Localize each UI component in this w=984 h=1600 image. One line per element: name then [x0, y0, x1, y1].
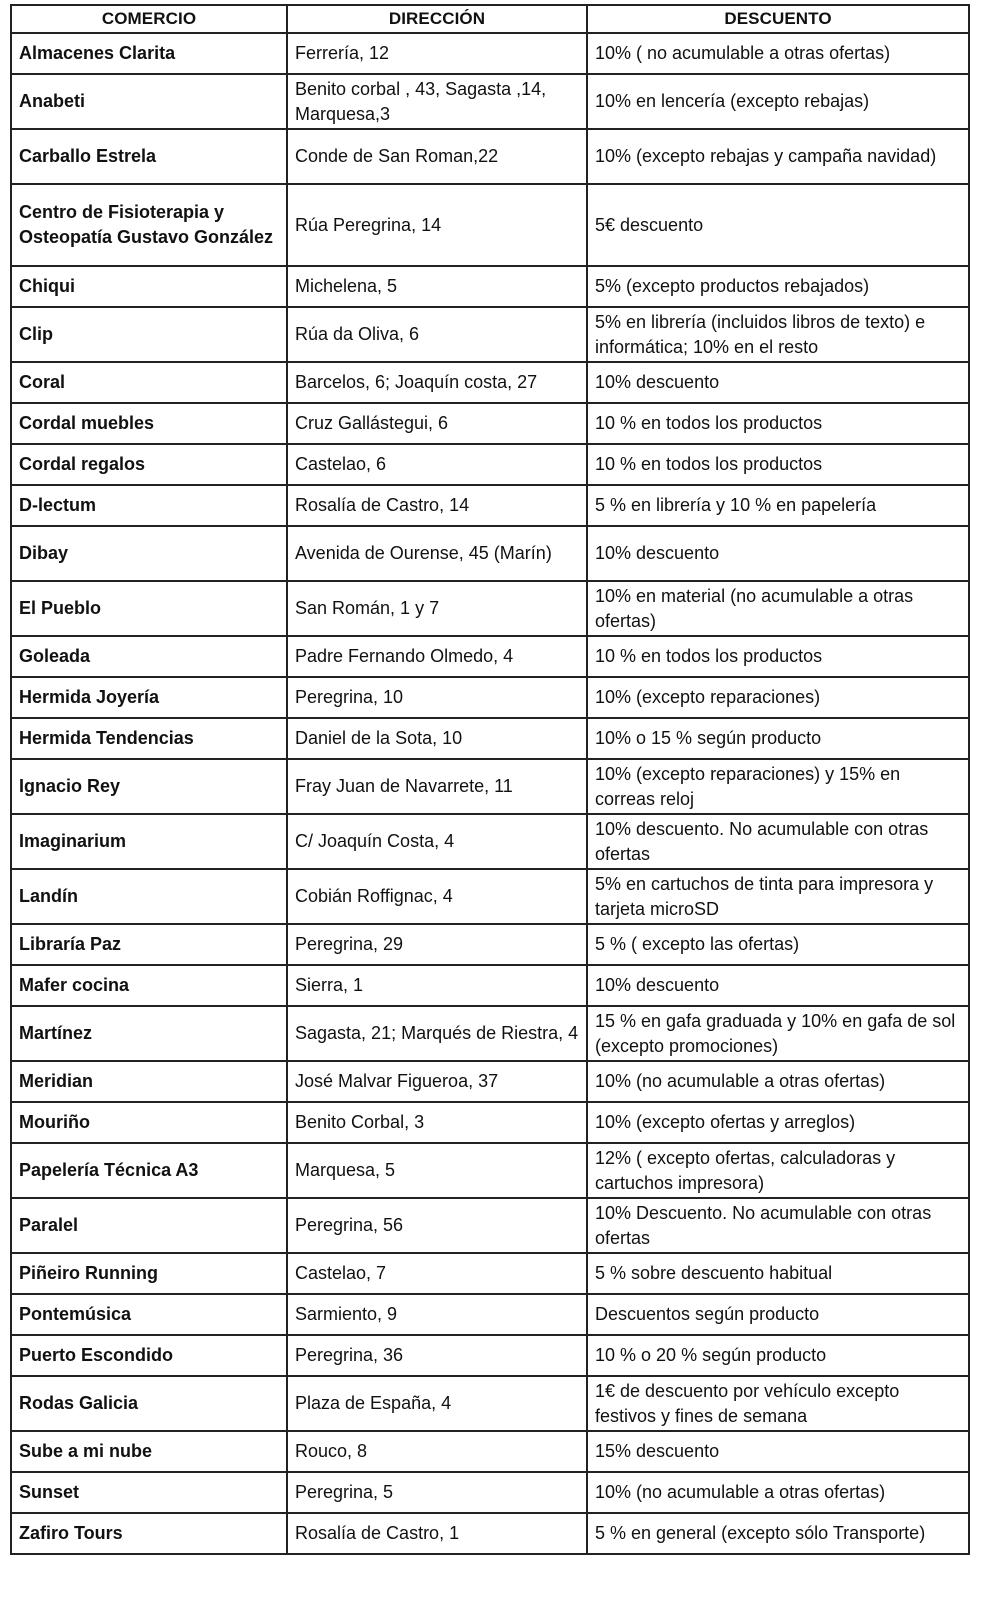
cell-descuento: 10% (excepto ofertas y arreglos)	[587, 1102, 969, 1143]
cell-descuento: 10% (excepto rebajas y campaña navidad)	[587, 129, 969, 184]
cell-comercio: Zafiro Tours	[11, 1513, 287, 1554]
cell-comercio: Almacenes Clarita	[11, 33, 287, 74]
table-row	[11, 307, 969, 362]
table-row	[11, 1143, 969, 1198]
cell-comercio: Cordal regalos	[11, 444, 287, 485]
cell-direccion: Peregrina, 36	[287, 1335, 587, 1376]
cell-direccion: Avenida de Ourense, 45 (Marín)	[287, 526, 587, 581]
cell-descuento: 10% descuento. No acumulable con otras ofertas	[587, 814, 969, 869]
cell-direccion: Benito corbal , 43, Sagasta ,14, Marquesa,3	[287, 74, 587, 129]
cell-descuento: 10% descuento	[587, 362, 969, 403]
cell-comercio: Paralel	[11, 1198, 287, 1253]
table-row	[11, 444, 969, 485]
cell-comercio: Goleada	[11, 636, 287, 677]
cell-descuento: 5 % en librería y 10 % en papelería	[587, 485, 969, 526]
cell-descuento: 15% descuento	[587, 1431, 969, 1472]
table-row	[11, 759, 969, 814]
table-row	[11, 33, 969, 74]
cell-direccion: Rúa Peregrina, 14	[287, 184, 587, 266]
discount-table	[10, 4, 970, 1555]
cell-descuento: 10% o 15 % según producto	[587, 718, 969, 759]
table-row	[11, 266, 969, 307]
cell-descuento: 5% (excepto productos rebajados)	[587, 266, 969, 307]
cell-descuento: 10 % en todos los productos	[587, 403, 969, 444]
cell-descuento: 10% (no acumulable a otras ofertas)	[587, 1061, 969, 1102]
cell-comercio: Dibay	[11, 526, 287, 581]
cell-direccion: Marquesa, 5	[287, 1143, 587, 1198]
cell-direccion: Castelao, 6	[287, 444, 587, 485]
table-row	[11, 403, 969, 444]
table-row	[11, 814, 969, 869]
cell-direccion: Castelao, 7	[287, 1253, 587, 1294]
cell-direccion: Peregrina, 10	[287, 677, 587, 718]
cell-descuento: 5% en cartuchos de tinta para impresora y tarjeta microSD	[587, 869, 969, 924]
cell-direccion: Daniel de la Sota, 10	[287, 718, 587, 759]
cell-comercio: Rodas Galicia	[11, 1376, 287, 1431]
cell-direccion: Michelena, 5	[287, 266, 587, 307]
table-row	[11, 718, 969, 759]
header-comercio: COMERCIO	[11, 5, 287, 33]
cell-descuento: 5€ descuento	[587, 184, 969, 266]
cell-descuento: 5 % en general (excepto sólo Transporte)	[587, 1513, 969, 1554]
table-row	[11, 581, 969, 636]
cell-comercio: Imaginarium	[11, 814, 287, 869]
cell-comercio: Ignacio Rey	[11, 759, 287, 814]
table-row	[11, 74, 969, 129]
cell-comercio: Clip	[11, 307, 287, 362]
cell-direccion: Barcelos, 6; Joaquín costa, 27	[287, 362, 587, 403]
table-row	[11, 1061, 969, 1102]
cell-descuento: 10% ( no acumulable a otras ofertas)	[587, 33, 969, 74]
cell-direccion: Conde de San Roman,22	[287, 129, 587, 184]
cell-descuento: 5 % sobre descuento habitual	[587, 1253, 969, 1294]
cell-comercio: Centro de Fisioterapia y Osteopatía Gustavo González	[11, 184, 287, 266]
cell-direccion: Peregrina, 29	[287, 924, 587, 965]
cell-descuento: 10% descuento	[587, 965, 969, 1006]
cell-direccion: Benito Corbal, 3	[287, 1102, 587, 1143]
cell-comercio: Chiqui	[11, 266, 287, 307]
table-row	[11, 1198, 969, 1253]
cell-descuento: 10% Descuento. No acumulable con otras ofertas	[587, 1198, 969, 1253]
table-row	[11, 1431, 969, 1472]
cell-descuento: 15 % en gafa graduada y 10% en gafa de sol (excepto promociones)	[587, 1006, 969, 1061]
cell-comercio: Papelería Técnica A3	[11, 1143, 287, 1198]
cell-descuento: 5% en librería (incluidos libros de texto) e informática; 10% en el resto	[587, 307, 969, 362]
cell-direccion: Cobián Roffignac, 4	[287, 869, 587, 924]
cell-comercio: Martínez	[11, 1006, 287, 1061]
cell-descuento: 10% descuento	[587, 526, 969, 581]
cell-comercio: Anabeti	[11, 74, 287, 129]
cell-comercio: Hermida Joyería	[11, 677, 287, 718]
cell-direccion: Rosalía de Castro, 14	[287, 485, 587, 526]
cell-comercio: D-lectum	[11, 485, 287, 526]
cell-descuento: 10% (excepto reparaciones)	[587, 677, 969, 718]
cell-comercio: Cordal muebles	[11, 403, 287, 444]
table-row	[11, 1253, 969, 1294]
table-row	[11, 129, 969, 184]
cell-descuento: 10% en lencería (excepto rebajas)	[587, 74, 969, 129]
header-descuento: DESCUENTO	[587, 5, 969, 33]
cell-comercio: El Pueblo	[11, 581, 287, 636]
table-row	[11, 1006, 969, 1061]
cell-direccion: Sierra, 1	[287, 965, 587, 1006]
cell-descuento: 12% ( excepto ofertas, calculadoras y cartuchos impresora)	[587, 1143, 969, 1198]
cell-direccion: Padre Fernando Olmedo, 4	[287, 636, 587, 677]
cell-direccion: San Román, 1 y 7	[287, 581, 587, 636]
cell-descuento: 5 % ( excepto las ofertas)	[587, 924, 969, 965]
cell-comercio: Piñeiro Running	[11, 1253, 287, 1294]
cell-direccion: Fray Juan de Navarrete, 11	[287, 759, 587, 814]
cell-comercio: Landín	[11, 869, 287, 924]
cell-direccion: Peregrina, 56	[287, 1198, 587, 1253]
cell-comercio: Libraría Paz	[11, 924, 287, 965]
table-row	[11, 924, 969, 965]
cell-comercio: Sunset	[11, 1472, 287, 1513]
cell-direccion: Ferrería, 12	[287, 33, 587, 74]
table-row	[11, 677, 969, 718]
table-row	[11, 485, 969, 526]
cell-direccion: Sarmiento, 9	[287, 1294, 587, 1335]
cell-direccion: C/ Joaquín Costa, 4	[287, 814, 587, 869]
cell-comercio: Mafer cocina	[11, 965, 287, 1006]
cell-direccion: Peregrina, 5	[287, 1472, 587, 1513]
cell-comercio: Mouriño	[11, 1102, 287, 1143]
cell-descuento: 10 % en todos los productos	[587, 636, 969, 677]
cell-descuento: Descuentos según producto	[587, 1294, 969, 1335]
cell-direccion: José Malvar Figueroa, 37	[287, 1061, 587, 1102]
cell-comercio: Sube a mi nube	[11, 1431, 287, 1472]
cell-direccion: Rosalía de Castro, 1	[287, 1513, 587, 1554]
table-row	[11, 1513, 969, 1554]
table-row	[11, 1335, 969, 1376]
table-row	[11, 636, 969, 677]
table-row	[11, 1294, 969, 1335]
table-row	[11, 1102, 969, 1143]
cell-direccion: Cruz Gallástegui, 6	[287, 403, 587, 444]
cell-comercio: Puerto Escondido	[11, 1335, 287, 1376]
cell-descuento: 10 % o 20 % según producto	[587, 1335, 969, 1376]
cell-descuento: 10% (no acumulable a otras ofertas)	[587, 1472, 969, 1513]
table-body	[11, 33, 969, 1554]
cell-descuento: 10% (excepto reparaciones) y 15% en correas reloj	[587, 759, 969, 814]
cell-comercio: Coral	[11, 362, 287, 403]
cell-direccion: Rouco, 8	[287, 1431, 587, 1472]
table-row	[11, 869, 969, 924]
cell-descuento: 1€ de descuento por vehículo excepto festivos y fines de semana	[587, 1376, 969, 1431]
table-row	[11, 1376, 969, 1431]
cell-comercio: Hermida Tendencias	[11, 718, 287, 759]
table-row	[11, 526, 969, 581]
header-direccion: DIRECCIÓN	[287, 5, 587, 33]
table-row	[11, 362, 969, 403]
cell-direccion: Sagasta, 21; Marqués de Riestra, 4	[287, 1006, 587, 1061]
table-row	[11, 965, 969, 1006]
cell-comercio: Pontemúsica	[11, 1294, 287, 1335]
header-row	[11, 5, 969, 33]
cell-direccion: Plaza de España, 4	[287, 1376, 587, 1431]
cell-comercio: Carballo Estrela	[11, 129, 287, 184]
cell-direccion: Rúa da Oliva, 6	[287, 307, 587, 362]
cell-descuento: 10% en material (no acumulable a otras ofertas)	[587, 581, 969, 636]
table-row	[11, 1472, 969, 1513]
cell-descuento: 10 % en todos los productos	[587, 444, 969, 485]
cell-comercio: Meridian	[11, 1061, 287, 1102]
table-row	[11, 184, 969, 266]
